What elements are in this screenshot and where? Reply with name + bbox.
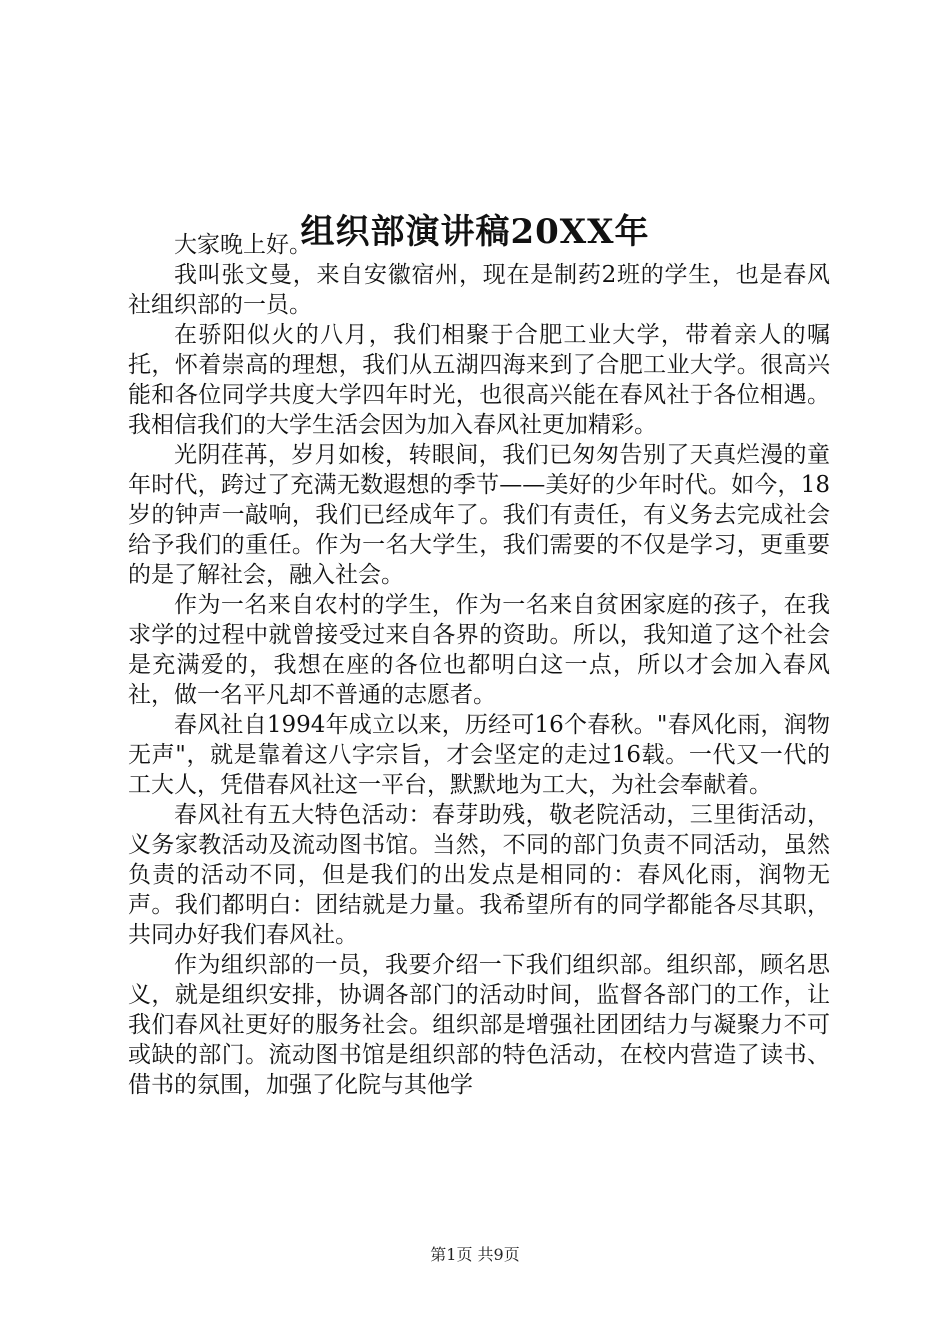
document-body xyxy=(128,230,830,1100)
paragraph: 作为组织部的一员，我要介绍一下我们组织部。组织部，顾名思义，就是组织安排，协调各部门的活动时间，监督各部门的工作，让我们春风社更好的服务社会。组织部是增强社团团结力与凝聚力不可或缺的部门。流动图书馆是组织部的特色活动，在校内营造了读书、借书的氛围，加强了化院与其他学 xyxy=(128,952,830,1098)
page-number-footer: 第1页 共9页 xyxy=(430,1245,520,1264)
paragraph: 光阴荏苒，岁月如梭，转眼间，我们已匆匆告别了天真烂漫的童年时代，跨过了充满无数遐想的季节——美好的少年时代。如今，18岁的钟声一敲响，我们已经成年了。我们有责任，有义务去完成社会给予我们的重任。作为一名大学生，我们需要的不仅是学习，更重要的是了解社会，融入社会。 xyxy=(128,442,830,588)
paragraph: 作为一名来自农村的学生，作为一名来自贫困家庭的孩子，在我求学的过程中就曾接受过来自各界的资助。所以，我知道了这个社会是充满爱的，我想在座的各位也都明白这一点，所以才会加入春风社，做一名平凡却不普通的志愿者。 xyxy=(128,592,830,708)
paragraph: 春风社有五大特色活动：春芽助残，敬老院活动，三里街活动，义务家教活动及流动图书馆。当然，不同的部门负责不同活动，虽然负责的活动不同，但是我们的出发点是相同的：春风化雨，润物无声。我们都明白：团结就是力量。我希望所有的同学都能各尽其职，共同办好我们春风社。 xyxy=(128,802,830,948)
paragraph: 我叫张文曼，来自安徽宿州，现在是制药2班的学生，也是春风社组织部的一员。 xyxy=(128,262,830,318)
paragraph: 在骄阳似火的八月，我们相聚于合肥工业大学，带着亲人的嘱托，怀着崇高的理想，我们从五湖四海来到了合肥工业大学。很高兴能和各位同学共度大学四年时光，也很高兴能在春风社于各位相遇。我相信我们的大学生活会因为加入春风社更加精彩。 xyxy=(128,322,830,438)
paragraph: 春风社自1994年成立以来，历经可16个春秋。"春风化雨，润物无声"，就是靠着这八字宗旨，才会坚定的走过16载。一代又一代的工大人，凭借春风社这一平台，默默地为工大，为社会奉献着。 xyxy=(128,712,830,798)
paragraph: 大家晚上好。 xyxy=(174,232,312,258)
document-title: 组织部演讲稿20XX年 xyxy=(300,211,650,252)
